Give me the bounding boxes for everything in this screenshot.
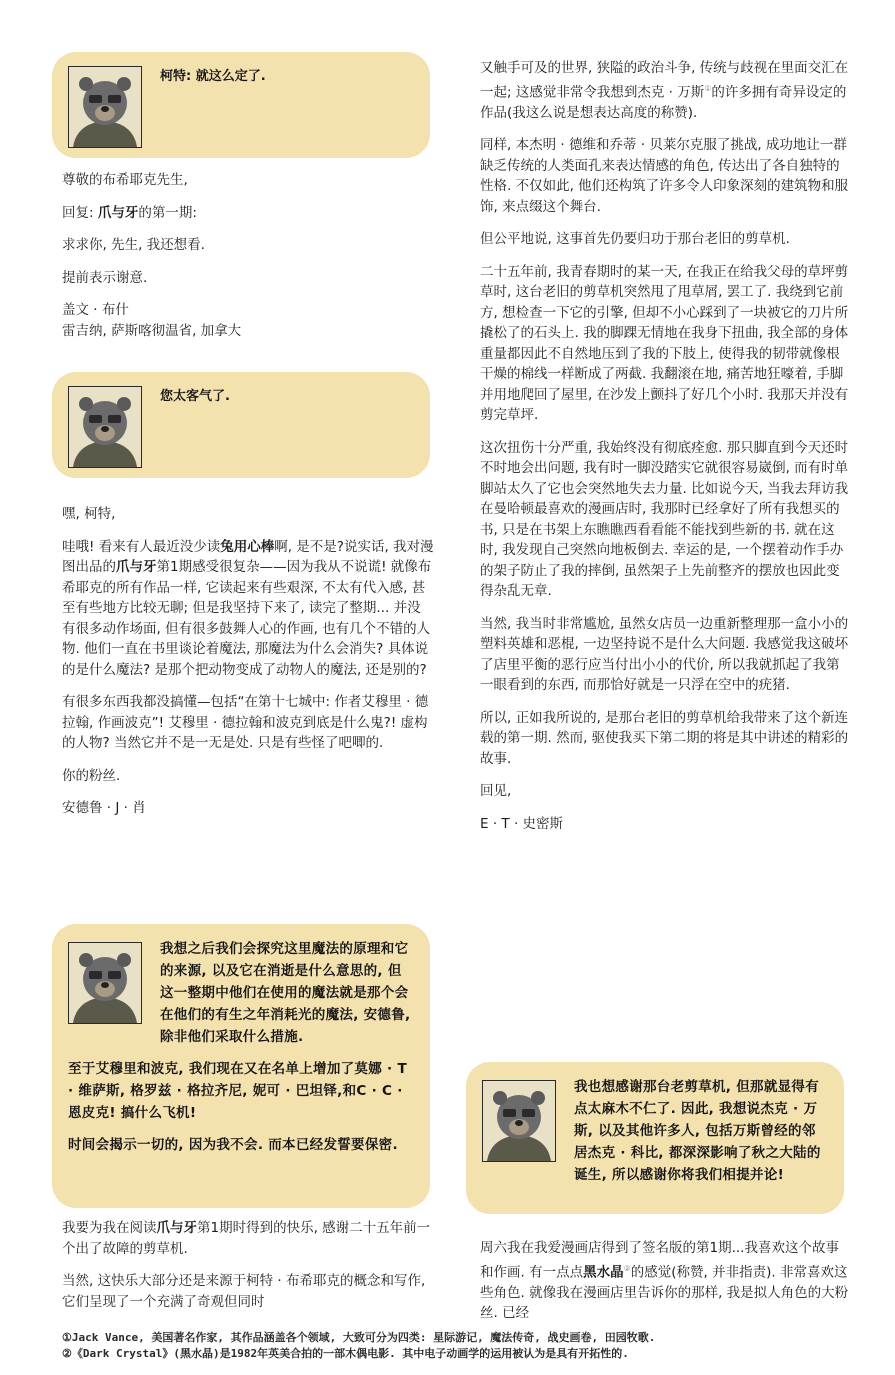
bubble-1-text: 柯特: 就这么定了. [160, 69, 266, 84]
text-run: 的诞生, 所以感谢你将我们相提并论! [574, 1145, 821, 1183]
footnotes [62, 1330, 842, 1362]
text-run: 啊, 是不是? [274, 538, 344, 555]
title-run: 爪与牙 [116, 559, 157, 575]
letter-2-salutation: 嘿, 柯特, [62, 506, 116, 522]
letter-1-line2: 提前表示谢意. [62, 269, 148, 286]
footnote-ref-1: ① [704, 83, 712, 93]
letter-2-paragraph-2: 有很多东西我都没搞懂—包括“在第十七城中: 作者艾穆里 · 德拉翰, 作画波克”! 艾穆里 · 德拉翰和波克到底是什么鬼?! 虚构的人物? 当然它并不是一无是处. 只是有些怪了吧唧的. [62, 694, 429, 751]
title-run: 兔用心棒 [220, 538, 275, 555]
re-suffix: 的第一期: [138, 204, 197, 221]
letter-3-paragraph-6: 这次扭伤十分严重, 我始终没有彻底痊愈. 那只脚直到今天还时不时地会出问题, 我有时一脚没踏实它就很容易崴倒, 而有时单脚站太久了它也会突然地失去力量. 比如说今天, 当我去拜访我在曼哈顿最喜欢的漫画店时, 我那时已经拿好了所有我想买的书, 只是在书架上东瞧瞧西看看能不能找到些新的书. 就在这时, 我发现自己突然向地板倒去. 幸运的是, 一个摆着动作手办的架子防止了我的摔倒, 虽然架子上先前整齐的摆放也因此变得杂乱无章. [480, 439, 849, 599]
text-run: 第1期时得到的快乐, 感谢二十五年前一个出了故障的剪草机. [62, 1220, 431, 1257]
reply-bubble-4 [466, 1062, 844, 1214]
letter-3-paragraph-8: 所以, 正如我所说的, 是那台老旧的剪草机给我带来了这个新连载的第一期. 然而, 驱使我买下第二期的将是其中讲述的精彩的故事. [480, 709, 849, 767]
bubble-3-p1-text: 我想之后我们会探究这里魔法的原理和它的来源, 以及它在消逝是什么意思的, 但这一整期中他们在使用的魔法就是那个会在他们的有生之年消耗光的魔法, 安德鲁, 除非他们采取什么措施. [160, 941, 411, 1045]
letter-3-paragraph-5: 二十五年前, 我青春期时的某一天, 在我正在给我父母的草坪剪草时, 这台老旧的剪草机突然甩了甩草屑, 罢工了. 我绕到它前方, 想检查一下它的引擎, 但却不小心踩到了一块被它的刀片所撬松了的石头上. 我的脚踝无情地在我身下扭曲, 我全部的身体重量都因此不自然地压到了我的下肢上, 使得我的韧带就像根干燥的棉线一样断成了两截. 我翻滚在地, 痛苦地狂嚎着, 手脚并用地爬回了屋里, 在沙发上颤抖了好几个小时. 我那天并没有剪完草坪. [480, 263, 849, 423]
bubble-4-text [482, 1076, 828, 1186]
footnote-2: ②《Dark Crystal》(黑水晶)是1982年英美合拍的一部木偶电影. 其中电子动画学的运用被认为是具有开拓性的. [62, 1347, 629, 1360]
bubble-3-paragraph-3: 时间会揭示一切的, 因为我不会. 而本已经发誓要保密. [68, 1137, 398, 1153]
text-run: 哇哦! 看来有人最近没少读 [62, 538, 221, 555]
text-run: 我也想感谢那台老剪草机, 但那就显得有点太麻木不仁了. 因此, 我想说杰克 · 万斯, 以及其他许多人, 包括万斯曾经的邻居杰克 · 科比, 都深深影响了 [574, 1079, 820, 1161]
bear-portrait-icon [68, 66, 142, 148]
text-run: 的许多拥有奇异设定的作品(我这么说是想表达高度的称赞). [480, 84, 847, 121]
text-run: 周六我在我爱漫画店得到了签名版的第1期...我喜欢这个故事和作画. 有一点点 [480, 1240, 839, 1280]
letter-1-sign-name: 盖文 · 布什 [62, 302, 129, 318]
letter-3-signature: E · T · 史密斯 [480, 815, 564, 832]
letter-1-salutation: 尊敬的布希耶克先生, [62, 172, 188, 188]
reply-bubble-2 [52, 372, 430, 478]
letter-4 [480, 1238, 850, 1324]
reply-bubble-3 [52, 924, 430, 1208]
letter-2-closing: 你的粉丝. [62, 767, 121, 784]
letter-3-paragraph-1 [62, 1218, 434, 1259]
bubble-3-paragraph-1 [68, 938, 414, 1048]
title-run: 爪与牙 [156, 1220, 197, 1236]
letter-1-line1: 求求你, 先生, 我还想看. [62, 237, 205, 253]
letter-3-closing: 回见, [480, 783, 512, 799]
letter-3-paragraph-3: 同样, 本杰明 · 德维和乔蒂 · 贝莱尔克服了挑战, 成功地让一群缺乏传统的人类面孔来表达情感的角色, 传达出了各自独特的性格. 不仅如此, 他们还构筑了许多令人印象深刻的建筑物和服饰, 来点缀这个舞台. [480, 137, 849, 215]
letter-3-continuation [480, 58, 850, 123]
letter-1-re [62, 203, 432, 224]
bubble-2-text: 您太客气了. [160, 389, 230, 404]
letter-1-sign-place: 雷吉纳, 萨斯喀彻温省, 加拿大 [62, 322, 242, 339]
text-run: 我要为我在阅读 [62, 1220, 157, 1236]
reply-bubble-1 [52, 52, 430, 158]
re-title: 爪与牙 [97, 204, 139, 221]
letter-4-paragraph [480, 1238, 850, 1324]
letter-3-paragraph-7: 当然, 我当时非常尴尬, 虽然女店员一边重新整理那一盒小小的塑料英雄和恶棍, 一边坚持说不是什么大问题. 我感觉我这破坏了店里平衡的恶行应当付出小小的代价, 所以我就抓起了我第一眼看到的东西, 而那恰好就是一只浮在空中的疣猪. [480, 615, 849, 693]
re-prefix: 回复: [62, 204, 98, 221]
letter-2 [62, 504, 434, 819]
letter-1 [62, 170, 432, 341]
bear-portrait-icon [68, 386, 142, 468]
text-run: 又触手可及的世界, 狭隘的政治斗争, 传统与歧视在里面交汇在一起; 这感觉非常令我想到杰克 · 万斯 [480, 60, 849, 100]
letter-2-signature: 安德鲁 · J · 肖 [62, 800, 146, 816]
bubble-3-paragraph-2: 至于艾穆里和波克, 我们现在又在名单上增加了莫娜 · T · 维萨斯, 格罗兹 · 格拉齐尼, 妮可 · 巴坦铎,和C · C · 恩皮克! 搞什么飞机! [68, 1061, 407, 1121]
text-run: 的感觉(称赞, 并非指责). 非常喜欢这些角色. 就像我在漫画店里告诉你的那样, 我是拟人角色的大粉丝. 已经 [480, 1264, 849, 1321]
text-run: 第1期感受很复杂 [156, 559, 260, 575]
letter-3-continued [480, 58, 850, 834]
footnote-1: ①Jack Vance, 美国著名作家, 其作品涵盖各个领域, 大致可分为四类: 星际游记, 魔法传奇, 战史画卷, 田园牧歌. [62, 1331, 656, 1344]
letter-3-paragraph-2: 当然, 这快乐大部分还是来源于柯特 · 布希耶克的概念和写作, 它们呈现了一个充满了奇观但同时 [62, 1273, 426, 1310]
letter-2-paragraph-1 [62, 537, 434, 681]
text-run: 说实话, 我对漫图出品的 [62, 538, 434, 575]
title-run: 黑水晶 [583, 1264, 624, 1280]
title-run: 秋之大陆 [751, 1145, 807, 1161]
footnote-ref-2: ② [623, 1263, 631, 1273]
text-run: ——因为我从不说谎! 就像布希耶克的所有作品一样, 它读起来有些艰深, 不太有代入感, 甚至有些地方比较无聊; 但是我坚持下来了, 读完了整期... 并没有很多动作场面, 但有很多鼓舞人心的作画, 也有几个不错的人物. 他们一直在书里谈论着魔法, 那魔法为什么会消失? 具体说的是什么魔法? 是那个把动物变成了动物人的魔法, 还是别的? [62, 559, 432, 678]
letter-3-paragraph-4: 但公平地说, 这事首先仍要归功于那台老旧的剪草机. [480, 231, 790, 247]
letter-3-start [62, 1218, 434, 1312]
